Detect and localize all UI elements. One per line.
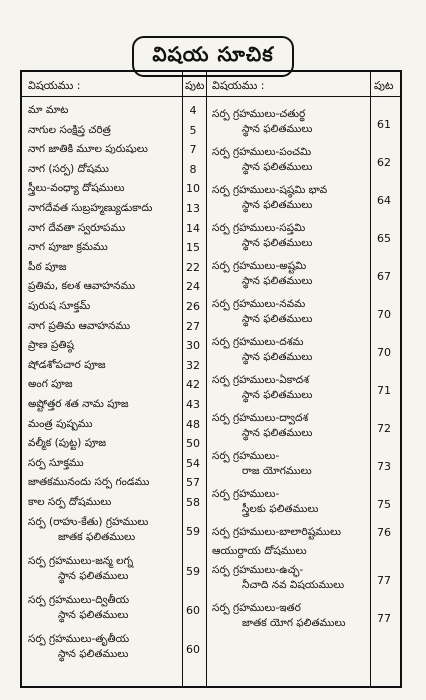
contents-row: [212, 488, 318, 518]
contents-row: [28, 378, 73, 393]
contents-row: [212, 526, 341, 541]
contents-row: [28, 320, 130, 335]
topic-text: నాగ జాతికి మూల పురుషులు: [28, 143, 148, 156]
page-number: 54: [186, 456, 200, 470]
topic-text: జాతకమునందు సర్ప గండము: [28, 476, 150, 489]
topic-text: సర్ప గ్రహములు-తృతీయ: [28, 633, 130, 646]
page-number: 77: [377, 611, 391, 625]
contents-row: [28, 339, 74, 354]
topic-subtext: స్త్రీలకు ఫలితములు: [242, 503, 319, 515]
contents-row: [28, 124, 111, 139]
contents-row: [28, 359, 106, 374]
page-number: 27: [186, 319, 200, 333]
contents-row: [28, 300, 90, 315]
right-page-header: పుట: [374, 79, 394, 92]
page-number: 22: [186, 260, 200, 274]
right-page-divider: [370, 72, 371, 686]
topic-text: సర్ప గ్రహములు-జన్మ లగ్న: [28, 554, 134, 567]
contents-row: [212, 545, 307, 560]
page-number: 59: [186, 564, 200, 578]
page-number: 32: [186, 358, 200, 372]
contents-row: [212, 450, 312, 480]
page-number: 77: [377, 573, 391, 587]
page-number: 75: [377, 497, 391, 511]
topic-text: షోడశోపచార పూజ: [28, 358, 106, 371]
page-number: 7: [189, 143, 197, 157]
page-number: 30: [186, 339, 200, 353]
topic-text: నాగ దేవతా స్వరూపము: [28, 221, 126, 234]
page-number: 60: [186, 603, 200, 617]
topic-text: సర్ప గ్రహములు-దశమ: [212, 336, 304, 348]
page-number: 72: [377, 421, 391, 435]
page-number: 26: [186, 300, 200, 313]
topic-text: సర్ప గ్రహములు-ఏకాదశ: [212, 374, 309, 386]
topic-text: సర్ప గ్రహములు-చతుర్థ: [212, 108, 306, 120]
topic-text: మంత్ర పుష్పము: [28, 417, 93, 430]
contents-row: [28, 418, 92, 433]
topic-text: సర్ప గ్రహములు-షష్ఠమి భావ: [212, 184, 328, 196]
topic-text: సర్ప గ్రహములు-ద్వాదశ: [212, 412, 309, 424]
contents-row: [28, 163, 109, 178]
contents-row: [212, 260, 312, 290]
contents-row: [28, 104, 68, 119]
contents-row: [28, 280, 135, 295]
contents-row: [28, 633, 129, 663]
page-number: 58: [186, 496, 200, 509]
topic-subtext: జాతక ఫలితములు: [58, 530, 136, 543]
contents-row: [28, 398, 129, 413]
contents-row: [28, 476, 149, 491]
contents-row: [212, 602, 345, 632]
page-number: 76: [377, 526, 391, 539]
topic-text: సర్ప గ్రహములు-పంచమి: [212, 146, 312, 158]
topic-text: నాగ (సర్ప) దోషము: [28, 162, 109, 175]
topic-text: సర్ప గ్రహములు-: [212, 488, 280, 500]
topic-text: వల్మీక (పుట్ట) పూజ: [28, 437, 107, 450]
contents-row: [28, 555, 133, 585]
topic-subtext: స్థాన ఫలితములు: [242, 237, 313, 249]
topic-subtext: స్థాన ఫలితములు: [242, 427, 313, 439]
topic-text: స్త్రీలు-వంధ్యా దోషములు: [28, 182, 125, 195]
topic-text: అంగ పూజ: [28, 378, 73, 391]
right-topic-header: విషయము :: [212, 79, 265, 92]
contents-row: [28, 261, 66, 276]
contents-row: [212, 336, 312, 366]
page-title: విషయ సూచిక: [132, 36, 293, 77]
topic-text: నాగ ప్రతిమ ఆవాహనము: [28, 319, 131, 332]
page-number: 43: [186, 398, 200, 411]
page-number: 15: [186, 241, 200, 255]
topic-text: ప్రతిమ, కలశ ఆవాహనము: [28, 280, 136, 293]
contents-row: [28, 202, 152, 217]
page-number: 42: [186, 378, 200, 392]
topic-subtext: స్థాన ఫలితములు: [242, 351, 313, 363]
page-number: 70: [377, 307, 391, 321]
topic-text: సర్ప (రాహు-కేతు) గ్రహములు: [28, 515, 149, 528]
topic-text: సర్ప గ్రహములు-: [212, 450, 280, 462]
topic-subtext: స్థాన ఫలితములు: [58, 609, 129, 621]
contents-row: [28, 143, 148, 158]
topic-text: సర్ప గ్రహములు-నవమ: [212, 298, 306, 310]
page-number: 24: [186, 280, 200, 294]
topic-text: నాగ పూజా క్రమము: [28, 241, 108, 254]
contents-row: [212, 108, 312, 138]
contents-row: [212, 564, 344, 594]
topic-text: సర్ప గ్రహములు-ఇతర: [212, 602, 301, 614]
topic-subtext: స్థాన ఫలితములు: [242, 161, 313, 173]
topic-subtext: స్థాన ఫలితములు: [58, 569, 129, 582]
contents-row: [28, 182, 125, 197]
topic-subtext: స్థాన ఫలితములు: [242, 275, 313, 287]
page-number: 8: [189, 162, 197, 176]
topic-text: సర్ప గ్రహములు-సప్తమి: [212, 222, 306, 234]
topic-text: కాల సర్ప దోషములు: [28, 496, 112, 508]
topic-subtext: స్థాన ఫలితములు: [242, 389, 313, 401]
topic-text: సర్ప గ్రహములు-ద్వితీయ: [28, 594, 130, 606]
topic-text: సర్ప గ్రహములు-ఉచ్ఛ-: [212, 564, 304, 576]
left-topic-header: విషయము :: [28, 79, 81, 92]
page-number: 71: [377, 383, 391, 397]
page-number: 59: [186, 525, 200, 539]
topic-subtext: జాతక యోగ ఫలితములు: [242, 617, 346, 629]
page-number: 65: [377, 231, 391, 245]
topic-subtext: రాజ యోగములు: [242, 465, 312, 477]
topic-subtext: స్థాన ఫలితములు: [242, 313, 313, 325]
topic-text: నాగదేవత సుబ్రహ్మణ్యుడుకాదు: [28, 202, 153, 214]
contents-row: [28, 222, 125, 237]
topic-text: పీఠ పూజ: [28, 260, 67, 273]
page-number: 10: [186, 182, 200, 196]
contents-row: [28, 496, 111, 511]
page-number: 62: [377, 155, 391, 169]
topic-text: పురుష సూక్తమ్: [28, 300, 91, 312]
contents-row: [212, 412, 312, 442]
topic-text: సర్ప గ్రహములు-బాలారిష్టములు: [212, 526, 342, 538]
contents-row: [212, 298, 312, 328]
topic-subtext: స్థాన ఫలితములు: [242, 123, 313, 135]
page-number: 73: [377, 459, 391, 473]
contents-row: [212, 146, 312, 176]
center-divider: [206, 72, 207, 686]
contents-row: [28, 437, 106, 452]
topic-subtext: స్థాన ఫలితములు: [242, 199, 313, 211]
topic-text: ఆయుర్దాయ దోషములు: [212, 545, 307, 557]
topic-text: నాగుల సంక్షిప్త చరిత్ర: [28, 123, 111, 136]
topic-subtext: స్థాన ఫలితములు: [58, 648, 129, 661]
contents-table: [20, 70, 402, 688]
contents-row: [28, 457, 84, 472]
contents-row: [212, 222, 312, 252]
contents-row: [212, 374, 312, 404]
topic-subtext: నీచాది నవ విషయములు: [242, 579, 345, 591]
page-number: 61: [377, 117, 391, 131]
page-number: 70: [377, 345, 391, 359]
topic-text: అష్టోత్తర శత నామ పూజ: [28, 398, 129, 410]
contents-row: [28, 241, 108, 256]
page-number: 60: [186, 643, 200, 656]
page-number: 50: [186, 437, 200, 451]
contents-row: [212, 184, 327, 214]
contents-row: [28, 594, 129, 624]
page-number: 64: [377, 193, 391, 207]
topic-text: మా మాట: [28, 104, 69, 116]
page-number: 13: [186, 202, 200, 215]
contents-row: [28, 516, 148, 546]
topic-text: సర్ప గ్రహములు-అష్టమి: [212, 260, 307, 272]
topic-text: సర్ప సూక్తము: [28, 456, 84, 469]
page-number: 4: [189, 104, 197, 117]
page-number: 67: [377, 269, 391, 283]
left-page-header: పుట: [185, 79, 205, 92]
page-number: 5: [189, 123, 197, 137]
page-number: 14: [186, 221, 200, 235]
page-number: 57: [186, 476, 200, 490]
topic-text: ప్రాణ ప్రతిష్ఠ: [28, 339, 74, 352]
page-number: 48: [186, 417, 200, 431]
